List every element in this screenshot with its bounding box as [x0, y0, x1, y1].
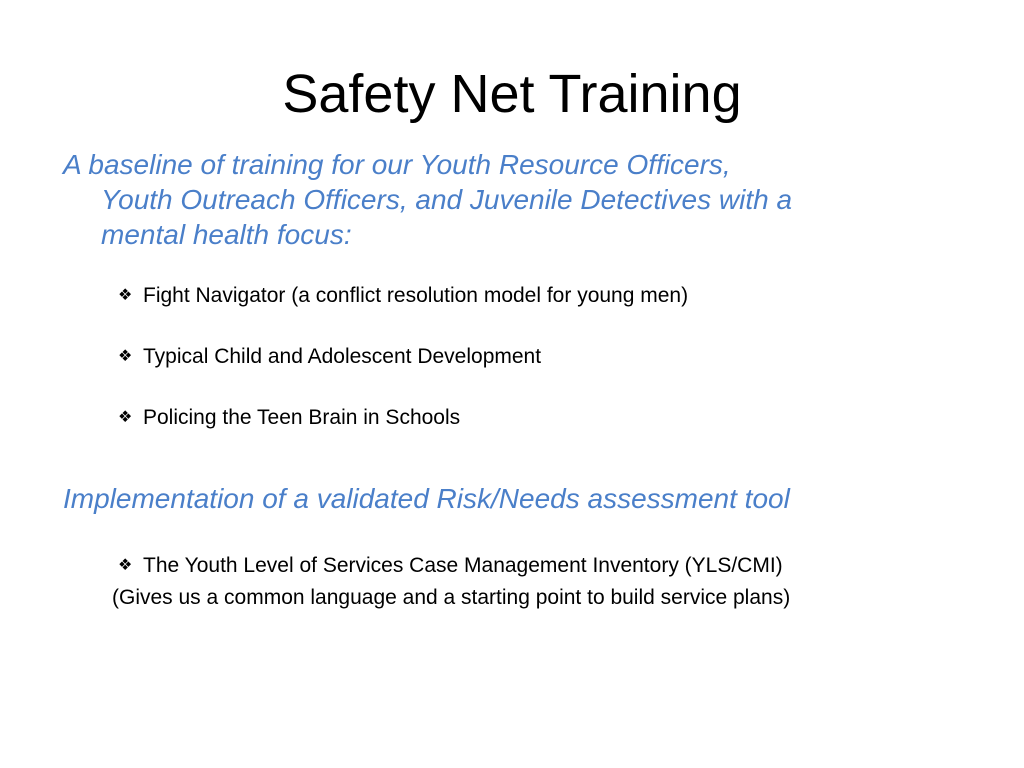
slide-title: Safety Net Training — [282, 64, 742, 124]
bullet-item-yls-cmi — [118, 553, 783, 579]
section-2-heading-line: Implementation of a validated Risk/Needs assessment tool — [63, 483, 790, 514]
section-1-heading-line: mental health focus: — [101, 219, 352, 250]
diamond-bullet-icon: ❖ — [118, 348, 133, 365]
diamond-bullet-icon: ❖ — [118, 287, 133, 304]
diamond-bullet-icon: ❖ — [118, 409, 133, 426]
bullet-text: Typical Child and Adolescent Development — [143, 345, 542, 368]
bullet-item-teen-brain — [118, 405, 460, 431]
bullet-text: Policing the Teen Brain in Schools — [143, 406, 461, 429]
section-1-heading — [63, 147, 963, 252]
section-1-heading-line: A baseline of training for our Youth Resource Officers, — [63, 149, 731, 180]
bullet-item-fight-navigator — [118, 283, 688, 309]
section-1-heading-line: Youth Outreach Officers, and Juvenile Detectives with a — [101, 184, 793, 215]
section-2-heading — [63, 481, 963, 516]
bullet-text: The Youth Level of Services Case Management Inventory (YLS/CMI) — [143, 554, 783, 577]
bullet-subnote: (Gives us a common language and a starting point to build service plans) — [112, 586, 791, 609]
bullet-item-child-development — [118, 344, 541, 370]
diamond-bullet-icon: ❖ — [118, 557, 133, 574]
bullet-text: Fight Navigator (a conflict resolution model for young men) — [143, 284, 689, 307]
